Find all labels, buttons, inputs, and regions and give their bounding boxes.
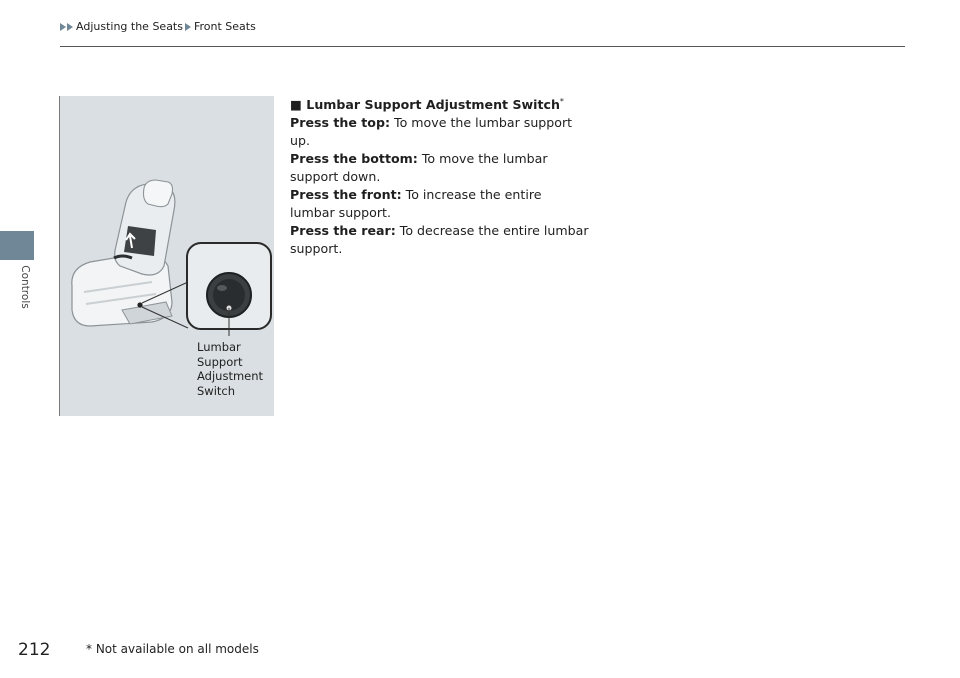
instruction-text: To move the lumbar support down. [290,151,548,185]
seat-illustration [59,96,274,416]
page-number: 212 [18,640,51,660]
breadcrumb-item-adjusting-seats[interactable]: Adjusting the Seats [76,20,183,33]
footnote: * Not available on all models [86,642,259,656]
section-heading-text: Lumbar Support Adjustment Switch [306,97,560,113]
instruction-term: Press the bottom: [290,151,418,167]
instruction-term: Press the top: [290,115,390,131]
instructions-section [290,93,590,258]
instruction-item [290,150,590,186]
breadcrumb [60,20,256,33]
chapter-tab-label: Controls [19,265,31,309]
callout-line: Adjustment [197,369,264,383]
square-bullet-icon: ■ [290,97,302,113]
callout-line: Lumbar [197,340,241,354]
breadcrumb-item-front-seats[interactable]: Front Seats [193,20,256,33]
instruction-text: To increase the entire lumbar support. [290,187,542,221]
instruction-item [290,114,590,150]
instruction-text: To decrease the entire lumbar support. [290,223,589,257]
instruction-text: To move the lumbar support up. [290,115,573,149]
instruction-item [290,186,590,222]
instruction-item [290,222,590,258]
arrow-icon [185,23,192,31]
callout-label [197,340,263,398]
instruction-term: Press the front: [290,187,402,203]
callout-line: Support [197,354,243,369]
header-divider [60,46,905,47]
instruction-term: Press the rear: [290,223,396,239]
double-arrow-icon [60,23,74,31]
section-heading [290,93,590,114]
chapter-tab-marker [0,231,34,260]
callout-line: Switch [197,383,236,398]
not-available-marker: * [559,97,564,106]
